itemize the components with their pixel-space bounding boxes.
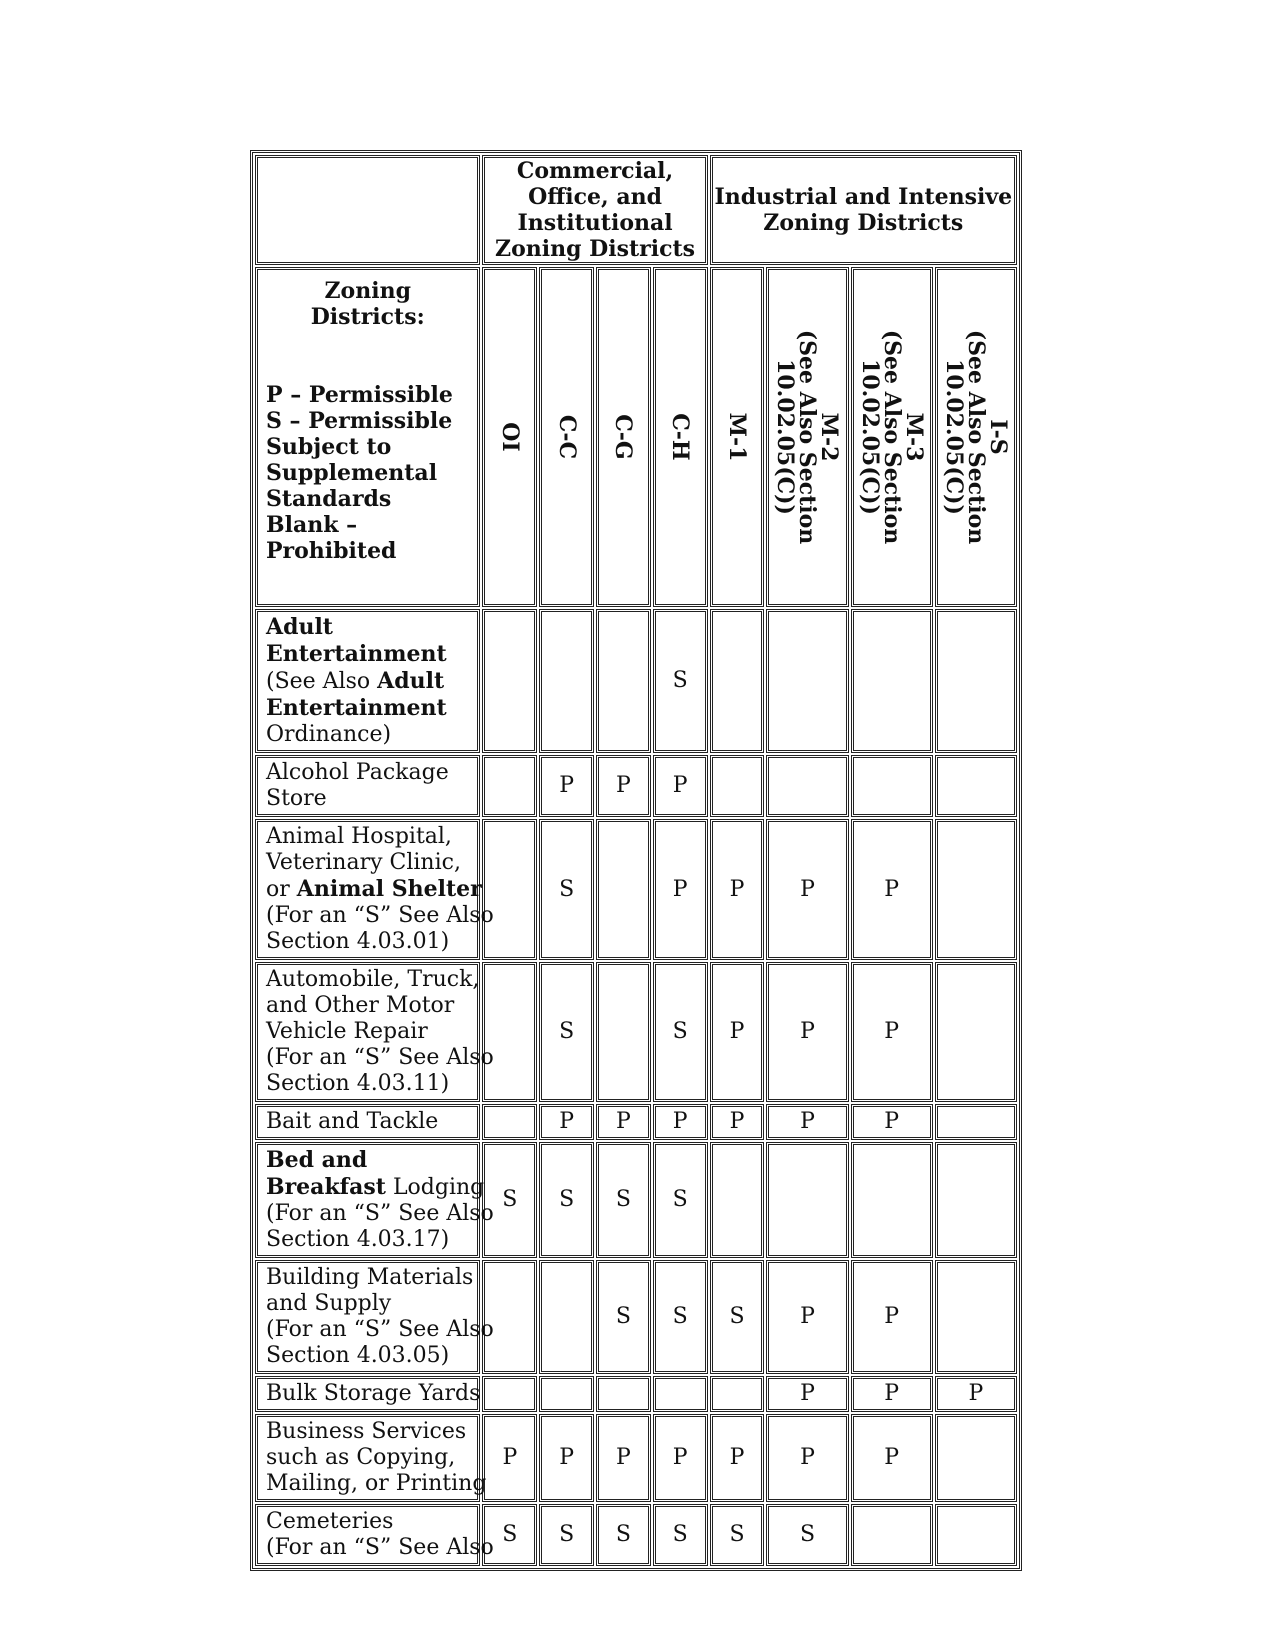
table-row — [255, 1376, 1017, 1412]
district-header-c-c — [539, 267, 594, 607]
district-header-row — [255, 267, 1017, 607]
district-header-m-2 — [766, 267, 848, 607]
district-code-label — [940, 329, 1011, 545]
permission-cell-m-2: P — [766, 1260, 848, 1374]
use-name-text: Veterinary Clinic, — [266, 850, 461, 875]
use-name-text: Cemeteries — [266, 1509, 394, 1534]
use-name-text: (For an “S” See Also — [266, 1535, 494, 1560]
permission-cell-m-2 — [766, 755, 848, 817]
use-name-text: Business Services — [266, 1419, 467, 1444]
use-name-text: Entertainment — [266, 695, 447, 721]
permission-cell-m-3: P — [851, 1414, 933, 1502]
permission-cell-m-2: P — [766, 1414, 848, 1502]
permission-cell-oi — [482, 1376, 537, 1412]
use-name-cell — [255, 1260, 494, 1374]
district-code: I-S — [984, 419, 1011, 455]
table-row — [255, 1260, 1017, 1374]
permission-cell-m-3 — [851, 755, 933, 817]
use-name-line — [266, 1265, 474, 1291]
group-header-row — [255, 155, 1017, 265]
permission-cell-c-g — [596, 819, 651, 960]
permission-cell-oi — [482, 1104, 537, 1140]
permission-cell-m-1: S — [710, 1504, 765, 1566]
district-code-label — [553, 414, 580, 460]
use-name-text: Lodging — [385, 1175, 485, 1200]
permission-cell-c-g — [596, 962, 651, 1102]
permission-cell-m-2: S — [766, 1504, 848, 1566]
permission-cell-oi — [482, 755, 537, 817]
use-name-line — [266, 695, 469, 722]
district-code-label — [772, 329, 843, 545]
district-code-label — [726, 413, 748, 462]
permission-cell-c-g: P — [596, 1414, 651, 1502]
district-code-label — [667, 413, 694, 461]
use-name-text: Bait and Tackle — [266, 1109, 439, 1134]
permission-cell-c-h: S — [653, 1504, 708, 1566]
district-note-section: 10.02.05(C)) — [856, 359, 883, 515]
use-name-text: Automobile, Truck, — [266, 967, 480, 992]
use-name-text: Bed and — [266, 1147, 368, 1173]
permission-cell-c-h: S — [653, 962, 708, 1102]
permission-cell-oi: S — [482, 1504, 537, 1566]
table-row — [255, 1414, 1017, 1502]
use-name-line — [266, 668, 469, 695]
permission-cell-m-3: P — [851, 962, 933, 1102]
legend-line: Blank – — [266, 512, 358, 538]
permission-cell-i-s — [935, 962, 1017, 1102]
use-name-text: Entertainment — [266, 641, 447, 667]
legend-line: Subject to — [266, 434, 392, 460]
district-code: C-G — [610, 414, 637, 460]
use-name-line — [266, 1019, 469, 1045]
use-name-cell — [255, 1104, 480, 1140]
permission-cell-m-2: P — [766, 1376, 848, 1412]
permission-cell-i-s — [935, 1504, 1017, 1566]
permission-cell-c-c: S — [539, 819, 594, 960]
use-name-line — [266, 722, 469, 748]
permission-cell-c-h: P — [653, 1414, 708, 1502]
use-name-line — [266, 1174, 485, 1201]
use-name-text: Section 4.03.11) — [266, 1071, 450, 1096]
district-header-m-1 — [710, 267, 765, 607]
use-name-text: Mailing, or Printing — [266, 1471, 487, 1496]
use-name-line — [266, 1535, 494, 1561]
permission-cell-i-s — [935, 819, 1017, 960]
permission-cell-oi: P — [482, 1414, 537, 1502]
district-header-m-3 — [851, 267, 933, 607]
legend-line: Standards — [266, 486, 392, 512]
use-name-line — [266, 1445, 469, 1471]
permission-cell-m-1 — [710, 1376, 765, 1412]
use-name-cell — [255, 1376, 480, 1412]
use-name-line — [266, 641, 469, 668]
use-name-text: Store — [266, 786, 327, 811]
permission-cell-oi: S — [482, 1142, 537, 1258]
district-note-section: 10.02.05(C)) — [772, 359, 799, 515]
use-name-line — [266, 1291, 469, 1317]
use-name-line — [266, 760, 469, 786]
use-name-line — [266, 850, 469, 876]
use-name-text: (See Also — [266, 669, 378, 694]
use-name-text: (For an “S” See Also — [266, 1201, 494, 1226]
permission-cell-c-c: P — [539, 1104, 594, 1140]
district-note: (See Also Section — [878, 329, 905, 545]
permission-cell-c-h — [653, 1376, 708, 1412]
use-name-cell — [255, 962, 494, 1102]
use-name-text: or — [266, 877, 297, 902]
district-code-label — [856, 329, 927, 545]
permission-cell-oi — [482, 819, 537, 960]
permission-cell-m-2: P — [766, 1104, 848, 1140]
table-row — [255, 819, 1017, 960]
use-name-text: and Supply — [266, 1291, 392, 1316]
permission-cell-c-c: P — [539, 1414, 594, 1502]
permission-cell-m-1: P — [710, 819, 765, 960]
use-name-line — [266, 1317, 494, 1343]
permission-cell-m-1: P — [710, 1414, 765, 1502]
use-name-line — [266, 876, 482, 903]
permission-cell-c-g: P — [596, 755, 651, 817]
use-name-text: Building Materials — [266, 1265, 474, 1290]
district-code: C-C — [553, 414, 580, 460]
use-name-line — [266, 929, 469, 955]
permission-cell-c-g — [596, 1376, 651, 1412]
district-note: (See Also Section — [962, 329, 989, 545]
use-name-text: Animal Hospital, — [266, 824, 452, 849]
district-header-c-h — [653, 267, 708, 607]
use-name-text: and Other Motor — [266, 993, 455, 1018]
use-name-text: (For an “S” See Also — [266, 1317, 494, 1342]
permission-cell-c-g: S — [596, 1142, 651, 1258]
use-name-line — [266, 614, 469, 641]
legend-line: S – Permissible — [266, 408, 453, 434]
permission-cell-m-3: P — [851, 819, 933, 960]
use-name-text: (For an “S” See Also — [266, 1045, 494, 1070]
district-code: C-H — [667, 413, 694, 461]
legend-title: Zoning Districts: — [310, 278, 425, 330]
permission-cell-i-s — [935, 1414, 1017, 1502]
use-name-line — [266, 1045, 494, 1071]
use-name-cell — [255, 819, 494, 960]
use-name-text: Vehicle Repair — [266, 1019, 428, 1044]
permission-cell-m-3 — [851, 1504, 933, 1566]
table-row — [255, 962, 1017, 1102]
permission-cell-m-2 — [766, 1142, 848, 1258]
permission-cell-i-s — [935, 1260, 1017, 1374]
permission-cell-m-2: P — [766, 819, 848, 960]
use-name-cell — [255, 755, 480, 817]
use-name-text: Adult — [377, 668, 445, 694]
use-name-text: Alcohol Package — [266, 760, 449, 785]
permission-cell-i-s: P — [935, 1376, 1017, 1412]
district-code: M-1 — [724, 412, 750, 462]
district-note: (See Also Section — [794, 329, 821, 545]
commercial-group-header: Commercial, Office, and Institutional Zoning Districts — [482, 155, 707, 265]
permission-cell-c-h: P — [653, 1104, 708, 1140]
permission-cell-c-c: S — [539, 1504, 594, 1566]
permission-cell-c-g — [596, 609, 651, 753]
table-row — [255, 609, 1017, 753]
permission-cell-m-1 — [710, 755, 765, 817]
district-header-oi — [482, 267, 537, 607]
use-name-line — [266, 1147, 469, 1174]
permission-cell-c-h: S — [653, 1260, 708, 1374]
use-name-text: Adult — [266, 614, 333, 640]
permission-cell-c-g: S — [596, 1260, 651, 1374]
table-row — [255, 755, 1017, 817]
permission-cell-i-s — [935, 755, 1017, 817]
use-name-text: Section 4.03.01) — [266, 929, 450, 954]
permission-cell-m-1: P — [710, 1104, 765, 1140]
permission-cell-c-h: S — [653, 1142, 708, 1258]
district-code-label — [610, 414, 637, 460]
permission-cell-oi — [482, 962, 537, 1102]
permission-cell-c-c: P — [539, 755, 594, 817]
use-name-cell — [255, 1142, 494, 1258]
zoning-use-table — [250, 150, 1022, 1571]
use-name-line — [266, 786, 469, 812]
permission-cell-c-h: P — [653, 819, 708, 960]
permission-cell-m-3 — [851, 609, 933, 753]
permission-cell-m-3: P — [851, 1260, 933, 1374]
district-code-label — [496, 422, 523, 452]
legend-cell — [255, 267, 480, 607]
permission-cell-c-g: S — [596, 1504, 651, 1566]
use-name-text: Section 4.03.05) — [266, 1343, 450, 1368]
permission-cell-oi — [482, 609, 537, 753]
blank-corner-cell — [255, 155, 480, 265]
permission-cell-m-1 — [710, 609, 765, 753]
use-name-line — [266, 1381, 481, 1407]
permission-cell-m-3: P — [851, 1376, 933, 1412]
district-header-c-g — [596, 267, 651, 607]
table-row — [255, 1142, 1017, 1258]
use-name-text: Section 4.03.17) — [266, 1227, 450, 1252]
legend-line: P – Permissible — [266, 382, 453, 408]
permission-cell-c-c — [539, 1376, 594, 1412]
use-name-line — [266, 1071, 469, 1097]
use-name-line — [266, 1227, 469, 1253]
use-name-line — [266, 1201, 494, 1227]
permission-cell-c-c — [539, 609, 594, 753]
permission-cell-m-1: S — [710, 1260, 765, 1374]
use-name-text: Ordinance) — [266, 722, 392, 747]
use-name-line — [266, 1343, 469, 1369]
permission-cell-c-c: S — [539, 962, 594, 1102]
use-name-line — [266, 1509, 469, 1535]
table-row — [255, 1504, 1017, 1566]
legend-line: Supplemental — [266, 460, 438, 486]
use-name-line — [266, 1419, 469, 1445]
district-header-i-s — [935, 267, 1017, 607]
use-name-text: Breakfast — [266, 1174, 386, 1200]
district-code: OI — [496, 422, 523, 452]
permission-cell-c-c: S — [539, 1142, 594, 1258]
district-code: M-2 — [816, 412, 843, 462]
table-row — [255, 1104, 1017, 1140]
permission-cell-m-1: P — [710, 962, 765, 1102]
use-name-text: Animal Shelter — [296, 876, 482, 902]
use-name-line — [266, 1109, 469, 1135]
permission-cell-c-h: S — [653, 609, 708, 753]
district-note-section: 10.02.05(C)) — [940, 359, 967, 515]
district-code: M-3 — [900, 412, 927, 462]
use-name-text: such as Copying, — [266, 1445, 456, 1470]
permission-cell-c-h: P — [653, 755, 708, 817]
use-name-line — [266, 967, 480, 993]
industrial-group-header: Industrial and Intensive Zoning Districts — [710, 155, 1017, 265]
use-name-cell — [255, 609, 480, 753]
permission-cell-m-3: P — [851, 1104, 933, 1140]
use-name-line — [266, 824, 469, 850]
permission-cell-i-s — [935, 1142, 1017, 1258]
permission-cell-c-g: P — [596, 1104, 651, 1140]
use-name-text: Bulk Storage Yards — [266, 1381, 481, 1406]
permission-cell-m-2 — [766, 609, 848, 753]
use-name-cell — [255, 1504, 494, 1566]
permission-cell-i-s — [935, 609, 1017, 753]
permission-cell-m-3 — [851, 1142, 933, 1258]
permission-cell-m-2: P — [766, 962, 848, 1102]
use-name-line — [266, 903, 494, 929]
permission-cell-i-s — [935, 1104, 1017, 1140]
permission-cell-m-1 — [710, 1142, 765, 1258]
use-name-line — [266, 1471, 487, 1497]
use-name-text: (For an “S” See Also — [266, 903, 494, 928]
use-name-cell — [255, 1414, 487, 1502]
use-name-line — [266, 993, 469, 1019]
legend-line: Prohibited — [266, 538, 397, 564]
permission-cell-c-c — [539, 1260, 594, 1374]
